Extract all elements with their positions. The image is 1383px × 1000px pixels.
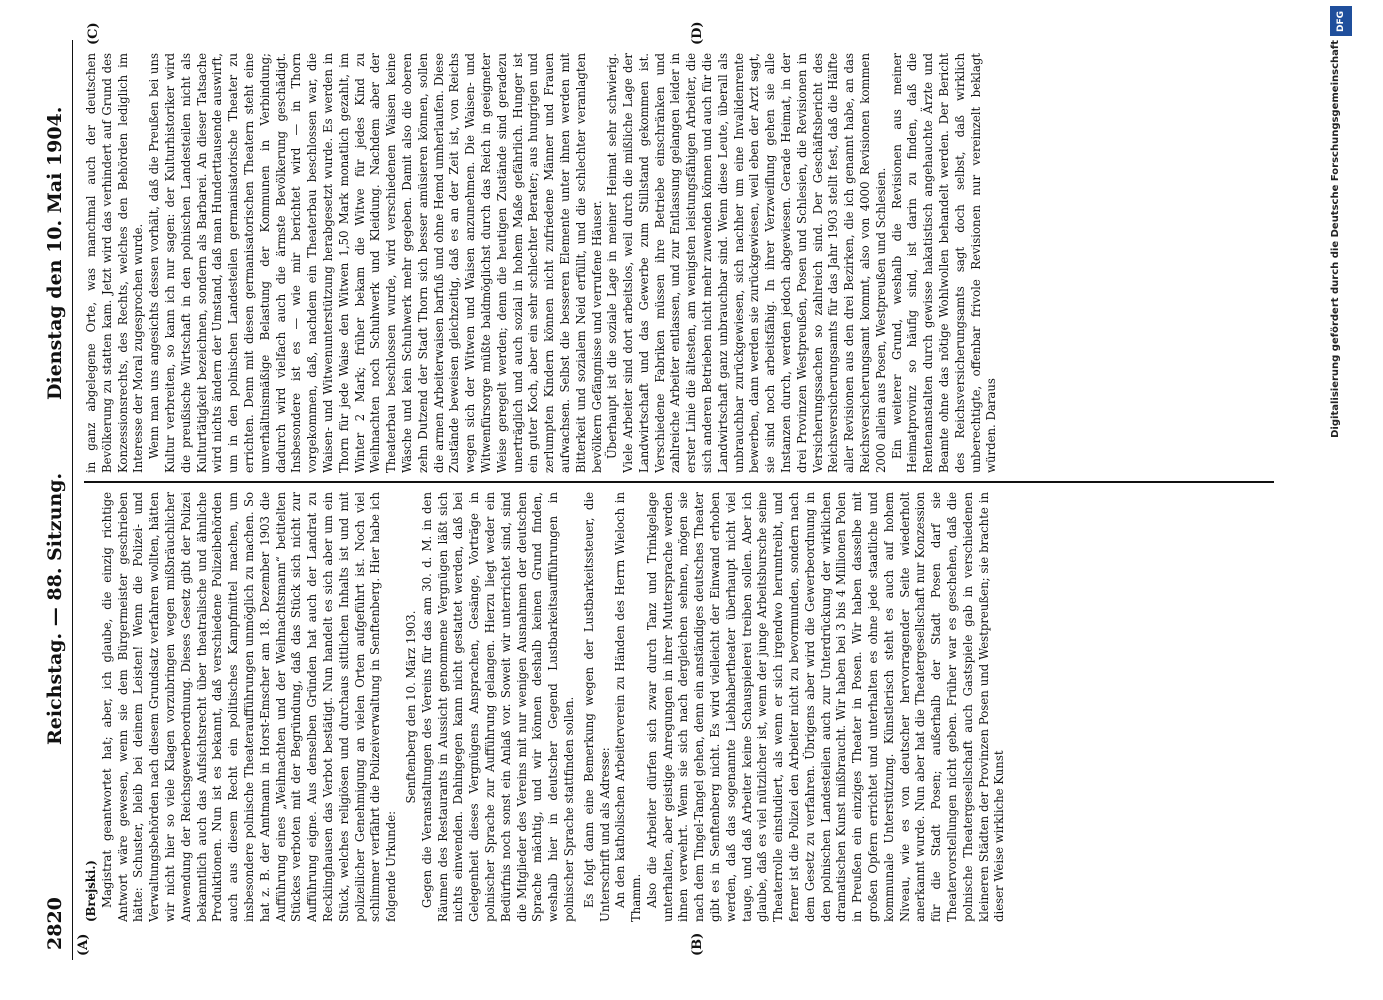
letter-address: An den katholischen Arbeiterverein zu Händen des Herrn Wieloch in Thamm. <box>613 492 644 922</box>
page-header <box>38 40 73 960</box>
speaker-label: (Brejski.) <box>84 860 98 922</box>
margin-marker-a: (A) <box>76 933 91 956</box>
left-paragraph: Magistrat geantwortet hat; aber, ich glaube, die einzig richtige Antwort wäre gewesen, wenn sie dem Bürgermeister geschrieben hätte: Schuster, bleib bei deinem Leisten! Wenn die Polizei- und Verwaltungsbehörden nach diesem Grundsatz verfahren wollten, hätten wir nicht hier so viele Klagen vorzubringen wegen mißbräuchlicher Anwendung der Reichsgewerbeordnung. Dieses Gesetz gibt der Polizei bekanntlich auch das Aufsichtsrecht über theatralische und ähnliche Produktionen. Nun ist es bekannt, daß verschiedene Polizeibehörden auch aus diesem Recht ein politisches Kampfmittel machen, um insbesondere polnische Theateraufführungen unmöglich zu machen. So hat z. B. der Amtmann in Horst-Emscher am 18. Dezember 1903 die Aufführung eines „Weihnachten und der Weihnachtsmann“ betitelten Stückes verboten mit der Begründung, daß das Stück sich nicht zur Aufführung eigne. Aus denselben Gründen hat auch der Landrat zu Recklinghausen das Verbot bestätigt. Nun handelt es sich aber um ein Stück, welches religiösen und durchaus sittlichen Inhalts ist und mit polizeilicher Genehmigung an vielen Orten aufgeführt ist. Noch viel schlimmer verfährt die Polizeiverwaltung in Senftenberg. Hier habe ich folgende Urkunde: <box>99 492 399 922</box>
margin-marker-d: (D) <box>690 21 705 45</box>
right-paragraph: in ganz abgelegene Orte, was manchmal auch der deutschen Bevölkerung zu statten kam. Jetzt wird das verhindert auf Grund des Konzessionsrechts, des Rechts, welches den Behörden lediglich im Interesse der Moral zugesprochen wurde. <box>84 53 146 473</box>
left-paragraph: Es folgt dann eine Bemerkung wegen der Lustbarkeitssteuer, die Unterschrift und als Adresse: <box>581 492 612 922</box>
right-column <box>84 53 1274 473</box>
margin-marker-c: (C) <box>86 22 101 45</box>
letter-paragraph: Gegen die Veranstaltungen des Vereins für das am 30. d. M. in den Räumen des Restaurants in Aussicht genommene Vergnügen läßt sich nichts einwenden. Dahingegen kann nicht gestattet werden, daß bei Gelegenheit dieses Vergnügens Ansprachen, Gesänge, Vorträge in polnischer Sprache zur Aufführung gelangen. Hierzu liegt weder ein Bedürfnis noch sonst ein Anlaß vor. Soweit wir unterrichtet sind, sind die Mitglieder des Vereins mit nur wenigen Ausnahmen der deutschen Sprache mächtig, und wir können deshalb keinen Grund finden, weshalb hier in deutscher Gegend Lustbarkeitsaufführungen in polnischer Sprache stattfinden sollen. <box>419 492 576 922</box>
right-paragraph: Ein weiterer Grund, weshalb die Revisionen aus meiner Heimatprovinz so häufig sind, ist darin zu finden, daß die Rentenanstalten durch gewisse hakatistisch angehauchte Ärzte und Beamte ohne das nötige Wohlwollen behandelt werden. Der Bericht des Reichsversicherungsamts sagt doch selbst, daß wirklich unberechtigte, offenbar frivole Revisionen nur vereinzelt beklagt würden. Daraus <box>889 53 999 473</box>
right-paragraph: Wenn man uns angesichts dessen vorhält, daß die Preußen bei uns Kultur verbreiten, so kann ich nur sagen: der Kulturhistoriker wird die preußische Wirtschaft in den polnischen Landesteilen nicht als Kulturtätigkeit bezeichnen, sondern als Barbarei. An dieser Tatsache wird nichts ändern der Umstand, daß man Hunderttausende auswirft, um in den polnischen Landesteilen germanisatorische Theater zu errichten. Denn mit diesen germanisatorischen Theatern steht eine unverhältnismäßige Belastung der Kommunen in Verbindung; dadurch wird vielfach auch die ärmste Bevölkerung geschädigt. Insbesondere ist es — wie mir berichtet wird — in Thorn vorgekommen, daß, nachdem ein Theaterbau beschlossen war, die Waisen- und Witwenunterstützung herabgesetzt wurde. Es werden in Thorn für jede Waise den Witwen 1,50 Mark monatlich gezahlt, im Winter 2 Mark; früher bekam die Witwe für jedes Kind zu Weihnachten noch Schuhwerk und Kleidung. Nachdem aber der Theaterbau beschlossen wurde, wird verschiedenen Waisen keine Wäsche und kein Schuhwerk mehr gegeben. Damit also die oberen zehn Dutzend der Stadt Thorn sich besser amüsieren können, sollen die armen Arbeiterwaisen barfuß und ohne Hemd umherlaufen. Diese Zustände beweisen gleichzeitig, daß es an der Zeit ist, von Reichs wegen sich der Witwen und Waisen anzunehmen. Die Waisen- und Witwenfürsorge müßte baldmöglichst durch das Reich in geeigneter Weise geregelt werden; denn die heutigen Zustände sind geradezu unerträglich und auch sozial in hohem Maße gefährlich. Hunger ist ein guter Koch, aber ein sehr schlechter Berater; aus hungrigen und zerlumpten Kindern können nicht zufriedene Männer und Frauen aufwachsen. Selbst die besseren Elemente unter ihnen werden mit Bitterkeit und sozialem Neid erfüllt, und die schlechter veranlagten bevölkern Gefängnisse und verrufene Häuser. <box>147 53 604 473</box>
right-paragraph: Überhaupt ist die soziale Lage in meiner Heimat sehr schwierig. Viele Arbeiter sind dort arbeitslos, weil durch die mißliche Lage der Landwirtschaft und das Gewerbe zum Stillstand gekommen ist. Verschiedene Fabriken müssen ihre Betriebe einschränken und zahlreiche Arbeiter entlassen, und zur Entlassung gelangen leider in erster Linie die ältesten, am wenigsten leistungsfähigen Arbeiter, die sich anderen Betrieben nicht mehr zuwenden können und auch für die Landwirtschaft ganz unbrauchbar sind. Wenn diese Leute, überall als unbrauchbar zurückgewiesen, sich nachher um eine Invalidenrente bewerben, dann werden sie zurückgewiesen, weil eben der Arzt sagt, sie sind noch arbeitsfähig. In ihrer Verzweiflung gehen sie alle Instanzen durch, werden jedoch abgewiesen. Gerade Heimat, in der drei Provinzen Westpreußen, Posen und Schlesien, die Revisionen in Versicherungssachen so zahlreich sind. Der Geschäftsbericht des Reichsversicherungsamts für das Jahr 1903 stellt fest, daß die Hälfte aller Revisionen aus den drei Bezirken, die ich genannt habe, an das Reichsversicherungsamt kommt, also von 4000 Revisionen kommen 2000 allein aus Posen, Westpreußen und Schlesien. <box>605 53 888 473</box>
digitization-credit: Digitalisierung gefördert durch die Deutsche Forschungsgemeinschaft <box>1330 40 1341 438</box>
left-paragraph: Also die Arbeiter dürfen sich zwar durch Tanz und Trinkgelage unterhalten, aber geistige Anregungen in ihrer Muttersprache werden ihnen verwehrt. Wenn sie sich nach dergleichen sehnen, mögen sie nach dem Tingel-Tangel gehen, denn ein anständiges deutsches Theater gibt es in Senftenberg nicht. Es wird vielleicht der Einwand erhoben werden, daß das sogenannte Liebhabertheater überhaupt nicht viel tauge, und daß Arbeiter keine Schauspielerei treiben sollen. Aber ich glaube, daß es viel nützlicher ist, wenn der junge Arbeitsbursche seine Theaterrolle einstudiert, als wenn er sich irgendwo herumtreibt, und ferner ist die Polizei den Arbeiter nicht zu bevormunden, sondern nach dem Gesetz zu verfahren. Übrigens aber wird die Gewerbeordnung in den polnischen Landesteilen auch zur Unterdrückung der wirklichen dramatischen Kunst mißbraucht. Wir haben bei 3 bis 4 Millionen Polen in Preußen ein einziges Theater in Posen. Wir haben dasselbe mit großen Opfern errichtet und unterhalten es ohne jede staatliche und kommunale Unterstützung. Künstlerisch steht es auch auf hohem Niveau, wie es von deutscher hervorragender Seite wiederholt anerkannt wurde. Nun aber hat die Theatergesellschaft nur Konzession für die Stadt Posen; außerhalb der Stadt Posen darf sie Theatervorstellungen nicht geben. Früher war es geschehen, daß die polnische Theatergesellschaft auch Gastspiele gab in verschiedenen kleineren Städten der Provinzen Posen und Westpreußen; sie brachte in dieser Weise wirkliche Kunst <box>644 492 1007 922</box>
page-number: 2820 <box>44 897 66 950</box>
letter-place-date: Senftenberg den 10. März 1903. <box>403 610 418 804</box>
header-left-title: Reichstag. — 88. Sitzung. <box>44 472 66 745</box>
left-column <box>84 492 1274 922</box>
margin-marker-b: (B) <box>690 932 705 956</box>
header-right-title: Dienstag den 10. Mai 1904. <box>44 106 66 400</box>
column-divider <box>84 482 1274 484</box>
dfg-logo: DFG <box>1330 6 1352 36</box>
